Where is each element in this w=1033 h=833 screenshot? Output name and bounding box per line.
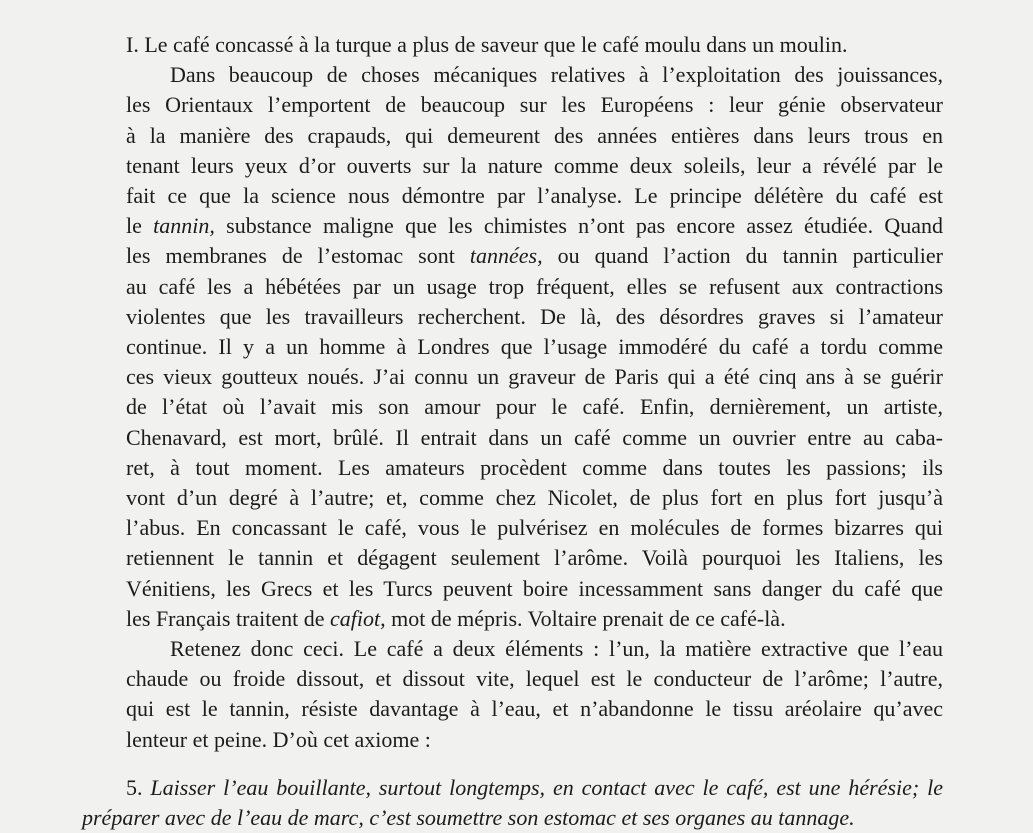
paragraph-1 — [82, 60, 943, 634]
italic-word-tannees: tannées, — [469, 243, 543, 269]
text-line: les Orientaux l’emportent de beaucoup sur les Européens : leur génie observateur — [126, 92, 943, 118]
text-line: l’abus. En concassant le café, vous le pulvérisez en molécules de formes bizarres qui — [126, 515, 943, 541]
text-line: chaude ou froide dissout, et dissout vite, lequel est le conducteur de l’arôme; l’autre, — [126, 666, 943, 692]
text-line: Retenez donc ceci. Le café a deux éléments : l’un, la matière extractive que l’eau — [170, 636, 943, 662]
text-line: violentes que les travailleurs recherchent. De là, des désordres graves si l’amateur — [126, 303, 943, 329]
paragraph-2 — [82, 634, 943, 755]
text-line — [82, 604, 943, 634]
text-fragment: les membranes de l’estomac sont — [126, 243, 455, 269]
text-line: qui est le tannin, résiste davantage à l’eau, et n’abandonne le tissu aréolaire qu’avec — [126, 696, 943, 722]
text-line — [82, 241, 943, 271]
text-fragment: les Français traitent de — [126, 605, 325, 631]
text-line: ces vieux goutteux noués. J’ai connu un graveur de Paris qui a été cinq ans à se guérir — [126, 364, 943, 390]
italic-word-cafiot: cafiot, — [330, 605, 386, 631]
text-line: Dans beaucoup de choses mécaniques relatives à l’exploitation des jouissances, — [170, 62, 943, 88]
text-fragment: Laisser l’eau bouillante, surtout longtemps, en contact avec le café, est une hérésie; le — [150, 774, 943, 800]
text-line: tenant leurs yeux d’or ouverts sur la nature comme deux soleils, leur a révélé par le — [126, 152, 943, 178]
maxim-number: 5. — [126, 774, 143, 800]
text-line: ret, à tout moment. Les amateurs procèdent comme dans toutes les passions; ils — [126, 454, 943, 480]
text-line: retiennent le tannin et dégagent seulement l’arôme. Voilà pourquoi les Italiens, les — [126, 545, 943, 571]
text-line: de l’état où l’avait mis son amour pour le café. Enfin, dernièrement, un artiste, — [126, 394, 943, 420]
maxim-5 — [82, 773, 943, 833]
text-fragment: mot de mépris. Voltaire prenait de ce café-là. — [391, 605, 786, 631]
text-line — [82, 773, 943, 803]
text-fragment: substance maligne que les chimistes n’ont pas encore assez étudiée. Quand — [226, 213, 943, 239]
text-line: fait ce que la science nous démontre par l’analyse. Le principe délétère du café est — [126, 183, 943, 209]
text-line: à la manière des crapauds, qui demeurent des années entières dans leurs trous en — [126, 122, 943, 148]
text-line: Vénitiens, les Grecs et les Turcs peuvent boire incessamment sans danger du café que — [126, 575, 943, 601]
text-fragment: ou quand l’action du tannin particulier — [557, 243, 943, 269]
text-line — [82, 211, 943, 241]
maxim-1: I. Le café concassé à la turque a plus de saveur que le café moulu dans un moulin. — [126, 32, 848, 57]
text-line: vont d’un degré à l’autre; et, comme chez Nicolet, de plus fort en plus fort jusqu’à — [126, 485, 943, 511]
text-line: préparer avec de l’eau de marc, c’est soumettre son estomac et ses organes au tannage. — [82, 805, 855, 831]
italic-word-tannin: tannin, — [153, 213, 215, 239]
text-line: continue. Il y a un homme à Londres que l’usage immodéré du café a tordu comme — [126, 334, 943, 360]
text-line: au café les a hébétées par un usage trop fréquent, elles se refusent aux contractions — [126, 273, 943, 299]
text-fragment: le — [126, 213, 142, 239]
text-line: Chenavard, est mort, brûlé. Il entrait dans un café comme un ouvrier entre au caba- — [126, 424, 943, 450]
text-line: lenteur et peine. D’où cet axiome : — [126, 726, 431, 752]
